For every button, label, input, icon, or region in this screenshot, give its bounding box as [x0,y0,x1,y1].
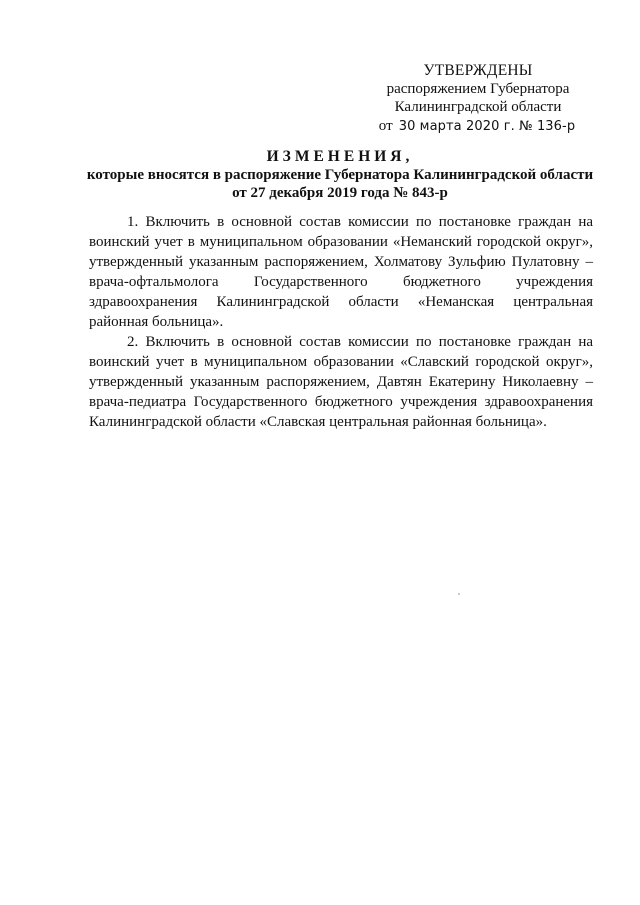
approval-date-prefix: от [378,118,393,134]
approval-date-written: 30 марта 2020 г. № 136-р [398,119,576,134]
document-heading [80,148,600,202]
approval-line-governor: распоряжением Губернатора [386,81,570,97]
approval-stamp-block [368,62,588,136]
document-body [89,212,593,432]
paragraph-1: 1. Включить в основной состав комиссии по постановке граждан на воинский учет в муниципальном образовании «Неманский городской округ», утвержденный указанным распоряжением, Холматову Зульфию Пулатовну – врача-офтальмолога Государственного бюджетного учреждения здравоохранения Калининградской области «Неманская центральная районная больница». [89,214,593,330]
paragraph-2: 2. Включить в основной состав комиссии по постановке граждан на воинский учет в муниципальном образовании «Славский городской округ», утвержденный указанным распоряжением, Давтян Екатерину Николаевну – врача-педиатра Государственного бюджетного учреждения здравоохранения Калининградской области «Славская центральная районная больница». [89,334,593,430]
document-subtitle-line2: от 27 декабря 2019 года № 843-р [232,185,448,201]
scan-speck [458,593,460,595]
document-subtitle-line1: которые вносятся в распоряжение Губернатора Калининградской области [86,167,594,183]
approval-date-line [368,117,588,136]
approval-title: УТВЕРЖДЕНЫ [423,62,533,79]
approval-line-region: Калининградской области [394,99,562,115]
document-title: ИЗМЕНЕНИЯ, [266,148,414,165]
